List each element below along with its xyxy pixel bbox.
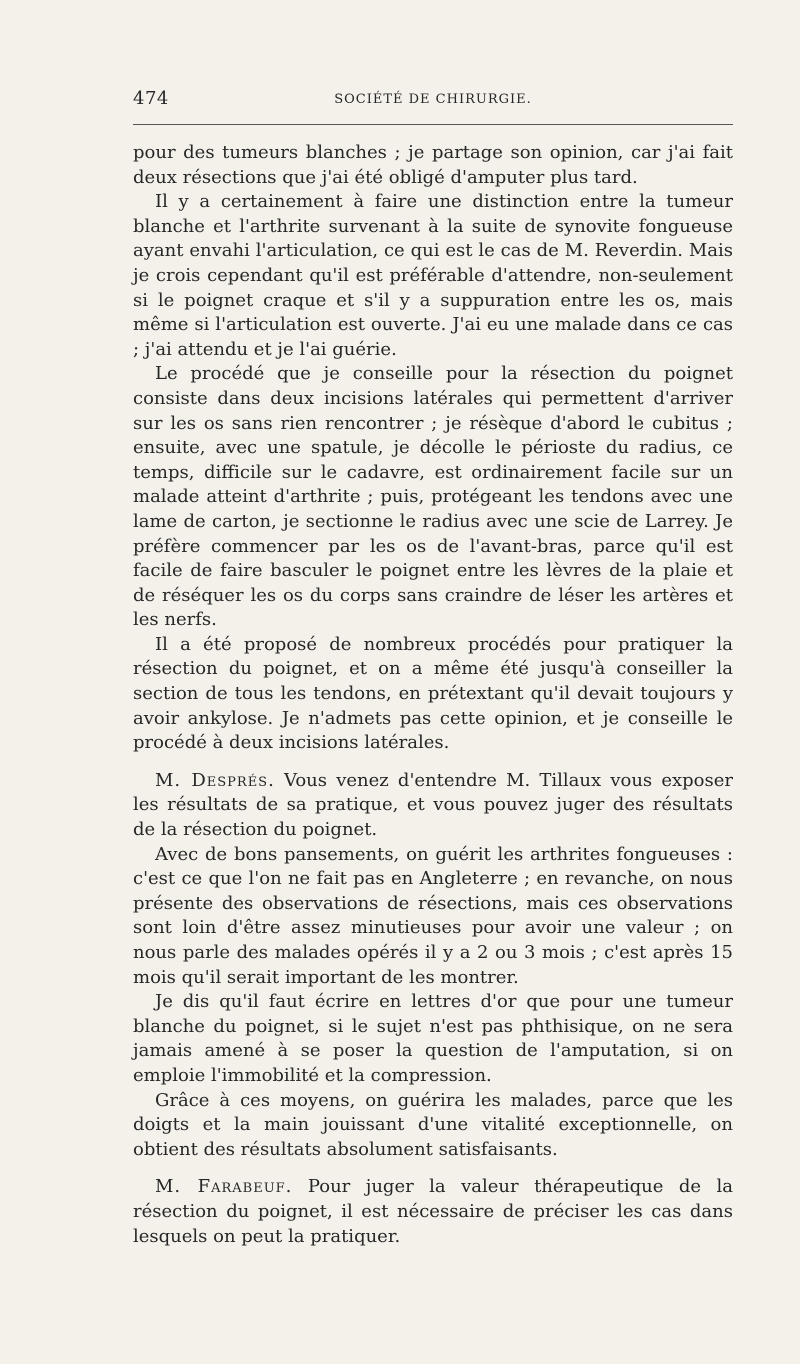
paragraph: Grâce à ces moyens, on guérira les malades, parce que les doigts et la main jouissant d'une vitalité exceptionnelle, on obtient des résultats absolument satisfaisants. bbox=[133, 1089, 733, 1160]
paragraph: Je dis qu'il faut écrire en lettres d'or que pour une tumeur blanche du poignet, si le sujet n'est pas phthisique, on ne sera jamais amené à se poser la question de l'amputation, si on emploie l'immobilité et la compression. bbox=[133, 991, 733, 1086]
page-header bbox=[133, 88, 733, 116]
speaker-paragraph bbox=[133, 769, 733, 843]
header-rule bbox=[133, 124, 733, 125]
speaker-name: M. Després. bbox=[155, 769, 275, 791]
speaker-text: Vous venez d'entendre M. Tillaux vous exposer les résultats de sa pratique, et vous pouvez juger des résultats de la résection du poignet. bbox=[133, 769, 733, 841]
speaker-text: Pour juger la valeur thérapeutique de la résection du poignet, il est nécessaire de préciser les cas dans lesquels on peut la pratiquer. bbox=[133, 1176, 733, 1247]
paragraph: Il y a certainement à faire une distinction entre la tumeur blanche et l'arthrite survenant à la suite de synovite fongueuse ayant envahi l'articulation, ce qui est le cas de M. Reverdin. Mais je crois cependant qu'il est préférable d'attendre, non-seulement si le poignet craque et s'il y a suppuration entre les os, mais même si l'articulation est ouverte. J'ai eu une malade dans ce cas ; j'ai attendu et je l'ai guérie. bbox=[133, 191, 733, 360]
paragraph: Le procédé que je conseille pour la résection du poignet consiste dans deux incisions latérales qui permettent d'arriver sur les os sans rien rencontrer ; je résèque d'abord le cubitus ; ensuite, avec une spatule, je décolle le périoste du radius, ce temps, difficile sur le cadavre, est ordinairement facile sur un malade atteint d'arthrite ; puis, protégeant les tendons avec une lame de carton, je sectionne le radius avec une scie de Larrey. Je préfère commencer par les os de l'avant-bras, parce qu'il est facile de faire basculer le poignet entre les lèvres de la plaie et de réséquer les os du corps sans craindre de léser les artères et les nerfs. bbox=[133, 363, 733, 631]
paragraph: Avec de bons pansements, on guérit les arthrites fongueuses : c'est ce que l'on ne fait pas en Angleterre ; en revanche, on nous présente des observations de résections, mais ces observations sont loin d'être assez minutieuses pour avoir une valeur ; on nous parle des malades opérés il y a 2 ou 3 mois ; c'est après 15 mois qu'il serait important de les montrer. bbox=[133, 843, 733, 988]
body-text bbox=[133, 141, 733, 1249]
paragraph: pour des tumeurs blanches ; je partage son opinion, car j'ai fait deux résections que j'ai été obligé d'amputer plus tard. bbox=[133, 142, 733, 188]
running-title: SOCIÉTÉ DE CHIRURGIE. bbox=[334, 92, 532, 107]
speaker-paragraph bbox=[133, 1175, 733, 1249]
paragraph: Il a été proposé de nombreux procédés pour pratiquer la résection du poignet, et on a même été jusqu'à conseiller la section de tous les tendons, en prétextant qu'il devait toujours y avoir ankylose. Je n'admets pas cette opinion, et je conseille le procédé à deux incisions latérales. bbox=[133, 633, 733, 754]
page-number: 474 bbox=[133, 88, 169, 109]
speaker-name: M. Farabeuf. bbox=[155, 1176, 293, 1198]
